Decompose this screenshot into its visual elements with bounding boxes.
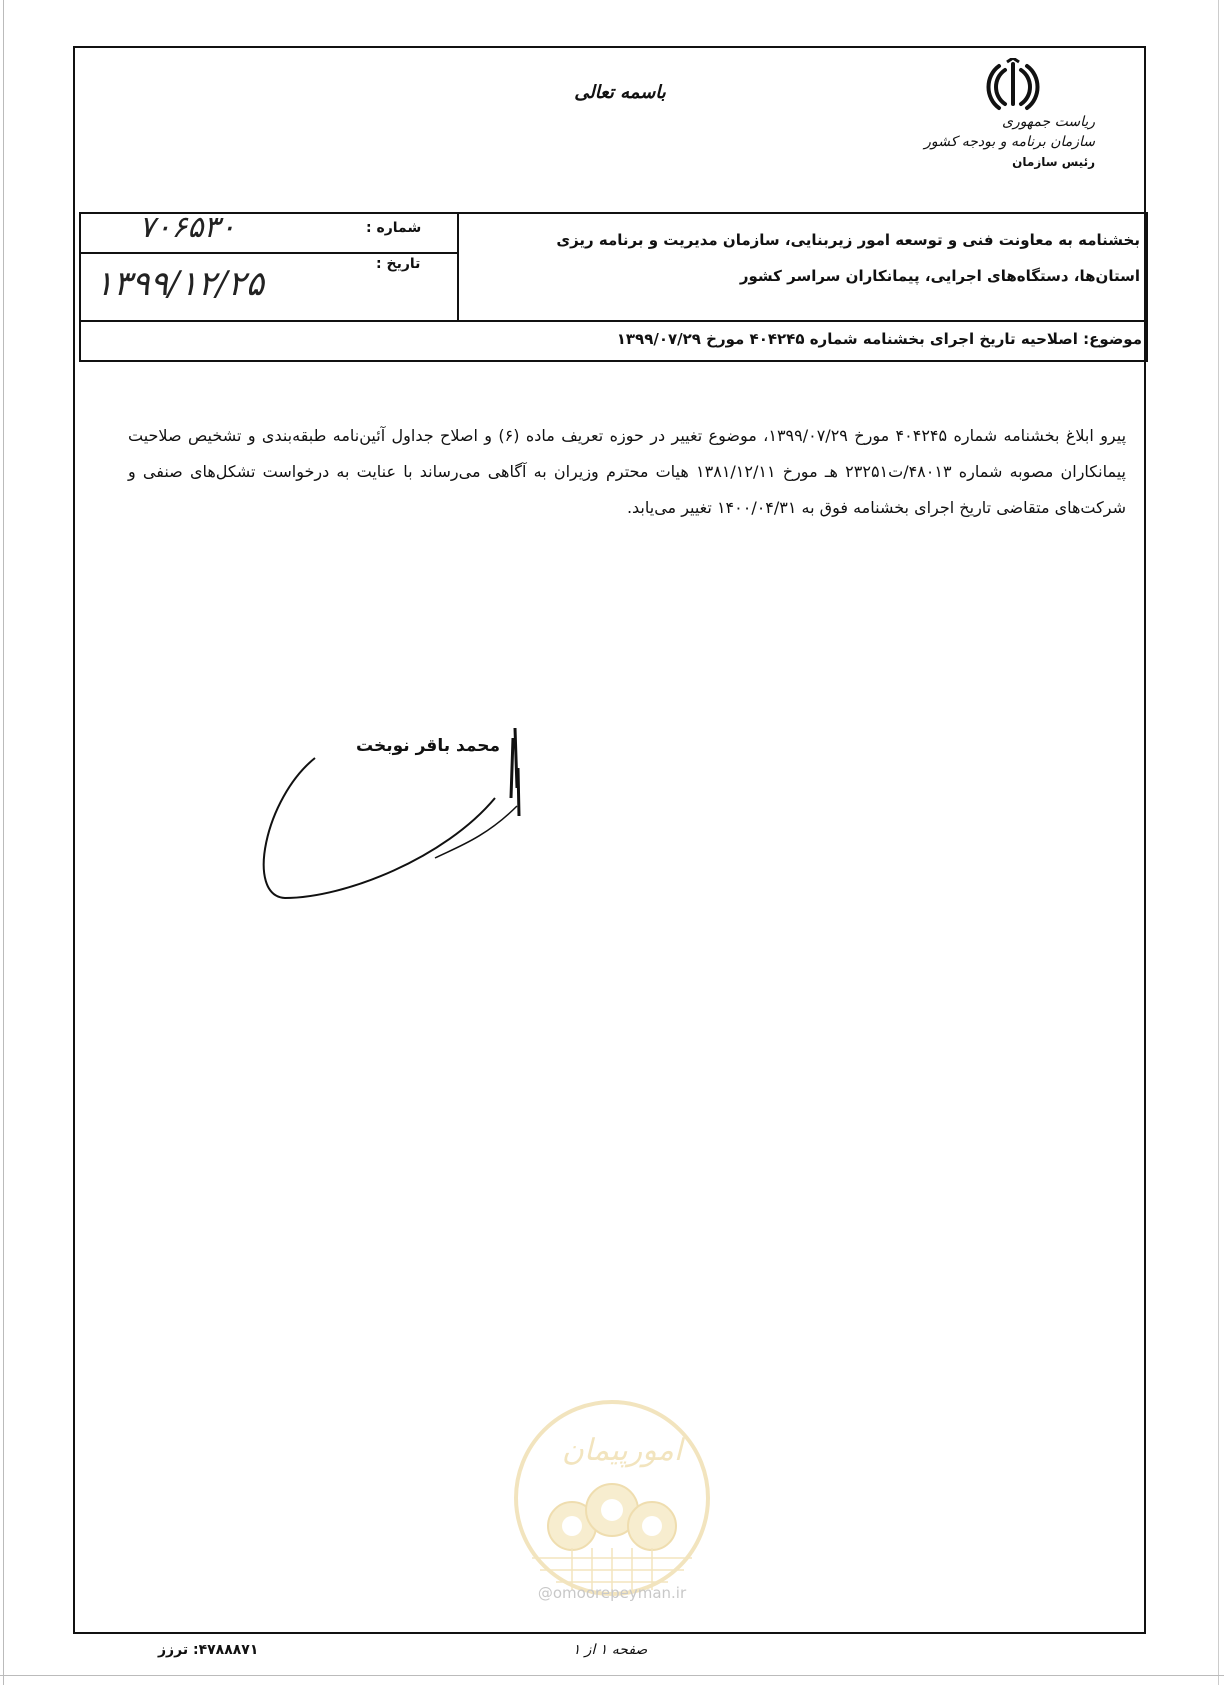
issuing-organization	[920, 112, 1095, 172]
org-line-agency: سازمان برنامه و بودجه کشور	[924, 134, 1095, 150]
watermark-logo-text: امورپیمان	[561, 1433, 683, 1468]
subject-line: موضوع: اصلاحیه تاریخ اجرای بخشنامه شماره ۴۰۴۲۴۵ مورخ ۱۳۹۹/۰۷/۲۹	[616, 330, 1142, 348]
omoorepeyman-logo-watermark	[512, 1398, 712, 1598]
scan-edge-bottom	[0, 1675, 1224, 1676]
recipients	[470, 222, 1140, 294]
number-label: شماره :	[366, 220, 422, 236]
letter-header-table	[79, 212, 1148, 362]
footer-serial-number: ۴۷۸۸۸۷۱: ترزز	[158, 1642, 259, 1658]
bismillah-heading: باسمه تعالی	[574, 82, 666, 103]
number-value: ۷۰۶۵۳۰	[139, 210, 236, 245]
recipient-line: استان‌ها، دستگاه‌های اجرایی، پیمانکاران سراسر کشور	[739, 267, 1140, 285]
org-subtitle: رئیس سازمان	[1012, 155, 1095, 169]
date-label: تاریخ :	[376, 256, 421, 272]
scan-edge-left	[3, 0, 4, 1685]
body-paragraph: پیرو ابلاغ بخشنامه شماره ۴۰۴۲۴۵ مورخ ۱۳۹۹/۰۷/۲۹، موضوع تغییر در حوزه تعریف ماده (۶) و اصلاح جداول آئین‌نامه طبقه‌بندی و تشخیص صلاحیت پیمانکاران مصوبه شماره ۴۸۰۱۳/ت۲۳۲۵۱ هـ مورخ ۱۳۸۱/۱۲/۱۱ هیات محترم وزیران به آگاهی می‌رساند با عنایت به درخواست تشکل‌های صنفی و شرکت‌های متقاضی تاریخ اجرای بخشنامه فوق به ۱۴۰۰/۰۴/۳۱ تغییر می‌یابد.	[128, 426, 1127, 517]
org-line-presidency: ریاست جمهوری	[1001, 114, 1095, 130]
scan-edge-right	[1218, 0, 1219, 1685]
watermark-site-url: @omoorepeyman.ir	[537, 1584, 687, 1602]
signatory-name: محمد باقر نوبخت	[356, 736, 500, 756]
iran-emblem-icon	[985, 58, 1041, 114]
footer-page-number: صفحه ۱ از ۱	[572, 1642, 648, 1658]
handwritten-signature	[255, 728, 535, 908]
letter-body	[128, 418, 1126, 526]
date-value: ۱۳۹۹/۱۲/۲۵	[95, 264, 265, 304]
recipient-line: بخشنامه به معاونت فنی و توسعه امور زیربنایی، سازمان مدیریت و برنامه ریزی	[556, 231, 1140, 249]
